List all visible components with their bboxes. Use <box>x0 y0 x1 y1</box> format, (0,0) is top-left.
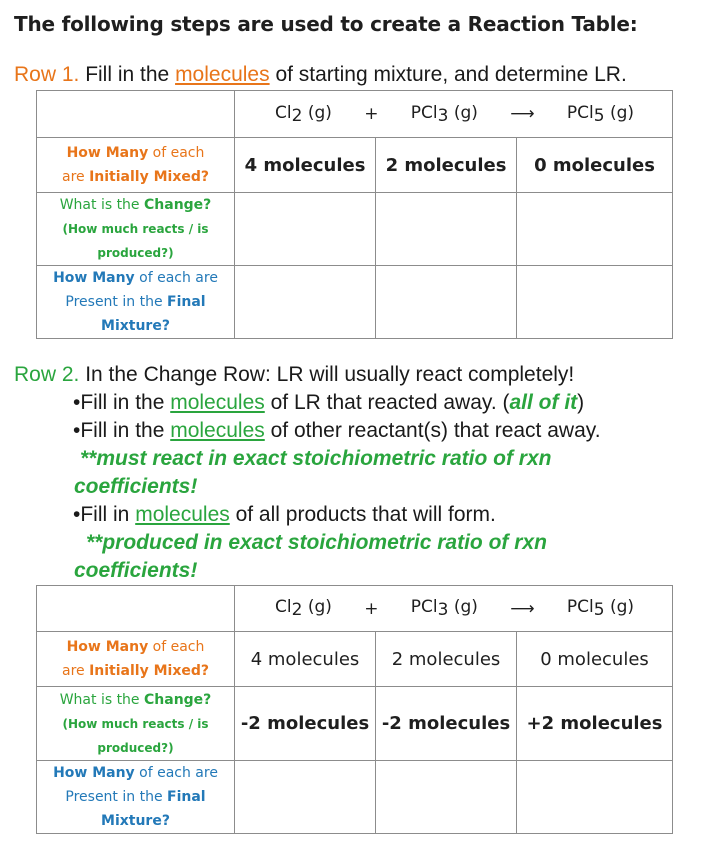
final-pcl5-cell[interactable] <box>517 266 673 339</box>
initial-pcl5-cell[interactable]: 0 molecules <box>517 138 673 193</box>
final-pcl3-cell[interactable] <box>376 761 517 834</box>
page-title: The following steps are used to create a Reaction Table: <box>14 12 638 36</box>
bullet-lr: •Fill in the molecules of LR that reacted away. (all of it) <box>73 391 585 414</box>
table-row <box>37 761 673 834</box>
table-row <box>37 266 673 339</box>
plus-sign: + <box>364 104 379 124</box>
row1-molecules-link[interactable]: molecules <box>175 63 270 86</box>
equation-cell <box>235 586 673 632</box>
stoich-note-1b: coefficients! <box>74 475 198 498</box>
reactant-pcl3: PCl$_3$ (g) <box>410 597 478 620</box>
molecules-link-2[interactable]: molecules <box>170 419 265 442</box>
initial-pcl3-cell[interactable]: 2 molecules <box>376 632 517 687</box>
stoich-note-2a: **produced in exact stoichiometric ratio of rxn <box>86 531 547 554</box>
row2-label: Row 2. <box>14 363 80 386</box>
reaction-arrow-icon: ⟶ <box>510 104 535 124</box>
final-pcl3-cell[interactable] <box>376 266 517 339</box>
initial-pcl5-cell[interactable]: 0 molecules <box>517 632 673 687</box>
final-pcl5-cell[interactable] <box>517 761 673 834</box>
change-label: What is the Change? (How much reacts / is produced?) <box>37 193 235 266</box>
bullet-other-reactant: •Fill in the molecules of other reactant(s) that react away. <box>73 419 601 442</box>
molecules-link-3[interactable]: molecules <box>135 503 230 526</box>
reactant-pcl3: PCl$_3$ (g) <box>410 102 478 126</box>
reactant-cl2: $Cl_2$ (g) <box>275 597 332 620</box>
initial-cl2-cell[interactable]: 4 molecules <box>235 138 376 193</box>
initial-cl2-cell[interactable]: 4 molecules <box>235 632 376 687</box>
change-pcl5-cell[interactable]: +2 molecules <box>517 687 673 761</box>
table-row <box>37 632 673 687</box>
blank-header-cell <box>37 586 235 632</box>
stoich-note-1a: **must react in exact stoichiometric ratio of rxn <box>80 447 552 470</box>
reaction-arrow-icon: ⟶ <box>510 598 535 619</box>
reactant-cl2: $Cl_2$ (g) <box>275 102 332 126</box>
change-cl2-cell[interactable] <box>235 193 376 266</box>
product-pcl5: PCl$_5$ (g) <box>566 597 635 620</box>
reaction-table-1 <box>36 90 673 339</box>
row1-instruction: Row 1. Fill in the molecules of starting mixture, and determine LR. <box>14 63 627 86</box>
change-label: What is the Change? (How much reacts / is produced?) <box>37 687 235 761</box>
table-row <box>37 193 673 266</box>
initial-pcl3-cell[interactable]: 2 molecules <box>376 138 517 193</box>
change-pcl3-cell[interactable]: -2 molecules <box>376 687 517 761</box>
initial-label: How Many of each are Initially Mixed? <box>37 138 235 193</box>
row2-instruction: Row 2. In the Change Row: LR will usually react completely! <box>14 363 575 386</box>
table-row <box>37 687 673 761</box>
molecules-link-1[interactable]: molecules <box>170 391 265 414</box>
final-label: How Many of each are Present in the Final Mixture? <box>37 266 235 339</box>
table-row <box>37 138 673 193</box>
change-cl2-cell[interactable]: -2 molecules <box>235 687 376 761</box>
product-pcl5: PCl$_5$ (g) <box>566 102 635 126</box>
initial-label: How Many of each are Initially Mixed? <box>37 632 235 687</box>
final-cl2-cell[interactable] <box>235 266 376 339</box>
equation-row <box>37 91 673 138</box>
change-pcl5-cell[interactable] <box>517 193 673 266</box>
plus-sign: + <box>364 598 379 619</box>
blank-header-cell <box>37 91 235 138</box>
final-label: How Many of each are Present in the Final Mixture? <box>37 761 235 834</box>
reaction-table-2 <box>36 585 673 834</box>
equation-row <box>37 586 673 632</box>
stoich-note-2b: coefficients! <box>74 559 198 582</box>
row1-label: Row 1. <box>14 63 80 86</box>
final-cl2-cell[interactable] <box>235 761 376 834</box>
bullet-products: •Fill in molecules of all products that will form. <box>73 503 496 526</box>
change-pcl3-cell[interactable] <box>376 193 517 266</box>
equation-cell <box>235 91 673 138</box>
